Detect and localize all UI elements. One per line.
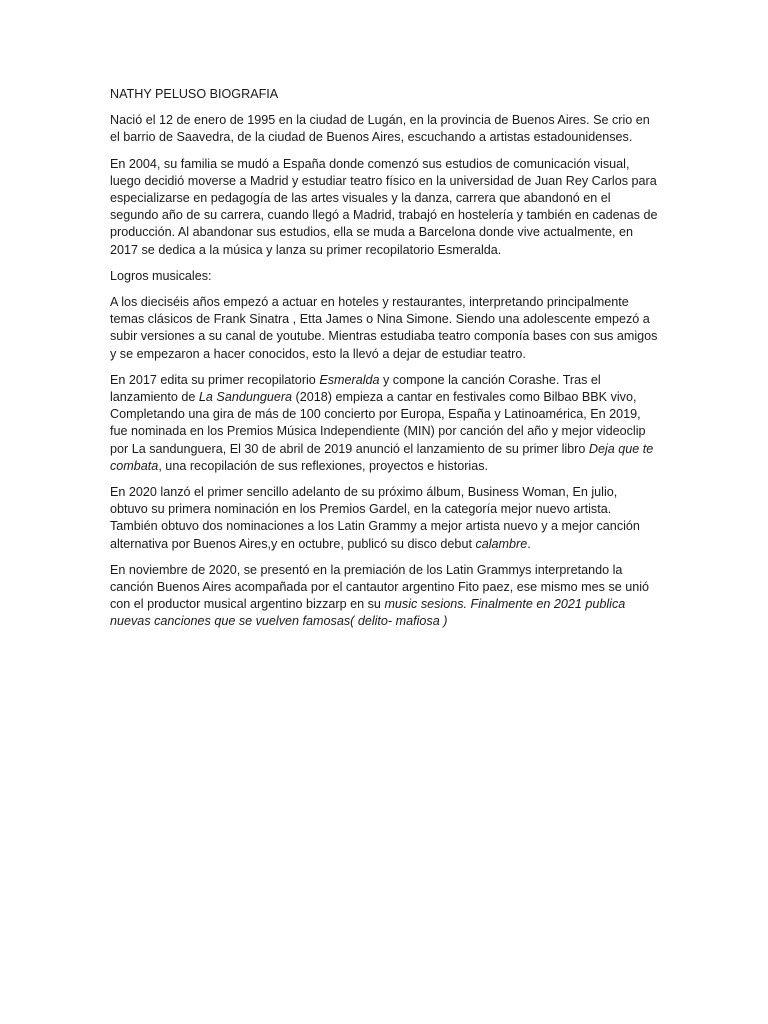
text-run: .	[527, 536, 531, 551]
text-run: ,	[289, 312, 300, 327]
text-run: En 2004, su familia se mudó a España donde comenzó sus estudios de comunicación visual, luego decidió moverse a	[110, 156, 630, 188]
award-latin-grammy: Latin Grammy	[337, 519, 417, 534]
artist-bizzarp: bizzarp	[306, 597, 347, 612]
paragraph-studies	[110, 156, 658, 259]
text-run: , Completando una gira de más de 100 concierto por Europa, España y Latinoamérica, En 2019, fue nominada en los Premios Música Independiente (MIN) por canción del año y mejor videoclip por La sandunguera, El 30 de abril de 2019 anunció el lanzamiento de su primer libro	[110, 390, 646, 456]
document-title: NATHY PELUSO BIOGRAFIA	[110, 87, 279, 101]
text-run: empezó a subir	[110, 312, 650, 344]
section-heading-achievements	[110, 268, 658, 285]
text-run: y compone la canción Corashe. Tras el lanzamiento de	[110, 372, 601, 405]
place-saavedra: Saavedra	[176, 130, 231, 145]
text-run: o	[362, 312, 377, 327]
artist-etta-james: Etta James	[299, 312, 363, 327]
text-run: (2018) empieza a cantar en festivales como	[292, 390, 544, 405]
text-run: a mejor artista nuevo y a mejor canción alternativa por Buenos Aires,y en octubre, publicó su disco debut	[110, 519, 640, 551]
text-run: En 2017 edita su primer recopilatorio	[110, 372, 320, 387]
artist-frank-sinatra: Frank Sinatra	[213, 312, 290, 327]
text-run: , escuchando a artistas estadounidenses.	[400, 130, 633, 145]
text-run: En noviembre de 2020, se presentó en la premiación de los Latin Grammys interpretando la canción Buenos Aires acompañada por el cantautor argentino	[110, 562, 623, 595]
text-run: en su	[346, 597, 385, 612]
paragraph-2020	[110, 484, 658, 553]
festival-bilbao-bbk: Bilbao BBK vivo	[543, 390, 633, 405]
text-run: y estudiar teatro físico en la universidad de Juan Rey Carlos para especializarse en pedagogía de las artes visuales y la danza, carrera que abandonó en el segundo año de su carrera, cuando llegó a Madrid, trabajó en hostelería y también en cadenas de producción. Al abandonar sus estudios, ella se muda a Barcelona donde vive actualmente, en 2017 se dedica a la música y lanza su primer recopilatorio Esmeralda.	[110, 173, 658, 257]
place-buenos-aires: Buenos Aires	[326, 130, 401, 145]
paragraph-november-2020	[110, 562, 658, 631]
text-run: , ese mismo mes se unió con el productor musical argentino	[110, 580, 650, 612]
text-run: , en la categoría mejor nuevo artista. También obtuvo dos nominaciones a los	[110, 502, 612, 534]
text-run: En 2020 lanzó el primer sencillo adelanto de su próximo álbum, Business Woman, En julio, obtuvo su primera nominación en los	[110, 485, 618, 517]
text-run: , de la ciudad de	[230, 130, 327, 145]
award-premios-gardel: Premios Gardel	[319, 502, 407, 517]
text-run: Logros musicales:	[110, 268, 212, 283]
document-body	[110, 86, 658, 640]
text-run-youtube: versiones a su canal de youtube. Mientras estudiaba teatro componía bases con sus amigos y se empezaron a hacer conocidos, esto la llevó a dejar de estudiar teatro.	[110, 329, 658, 361]
song-la-sandunguera: La Sandunguera	[198, 390, 293, 405]
text-run-music-sessions: music sesions. Finalmente en 2021 publica nuevas canciones que se vuelven famosas( delito- mafiosa )	[110, 597, 626, 629]
text-run: , una recopilación de sus reflexiones, proyectos e historias.	[158, 458, 489, 473]
artist-nina-simone: Nina Simone. Siendo una adolescente	[376, 312, 591, 327]
album-esmeralda: Esmeralda	[319, 372, 380, 387]
paragraph-birth	[110, 112, 658, 146]
text-run: Nació el 12 de enero de 1995 en la ciudad de Lugán, en la provincia de Buenos Aires. Se crio en el barrio de	[110, 113, 650, 145]
album-calambre: calambre	[475, 536, 528, 551]
paragraph-2017-2019	[110, 372, 658, 475]
place-madrid: Madrid	[250, 173, 289, 188]
book-deja-que-te-combata: Deja que te combata	[110, 441, 654, 473]
text-run: A los dieciséis años empezó a actuar en hoteles y restaurantes, interpretando principalmente temas clásicos de	[110, 295, 629, 327]
paragraph-early-career	[110, 294, 658, 363]
artist-fito-paez: Fito paez	[457, 580, 510, 595]
